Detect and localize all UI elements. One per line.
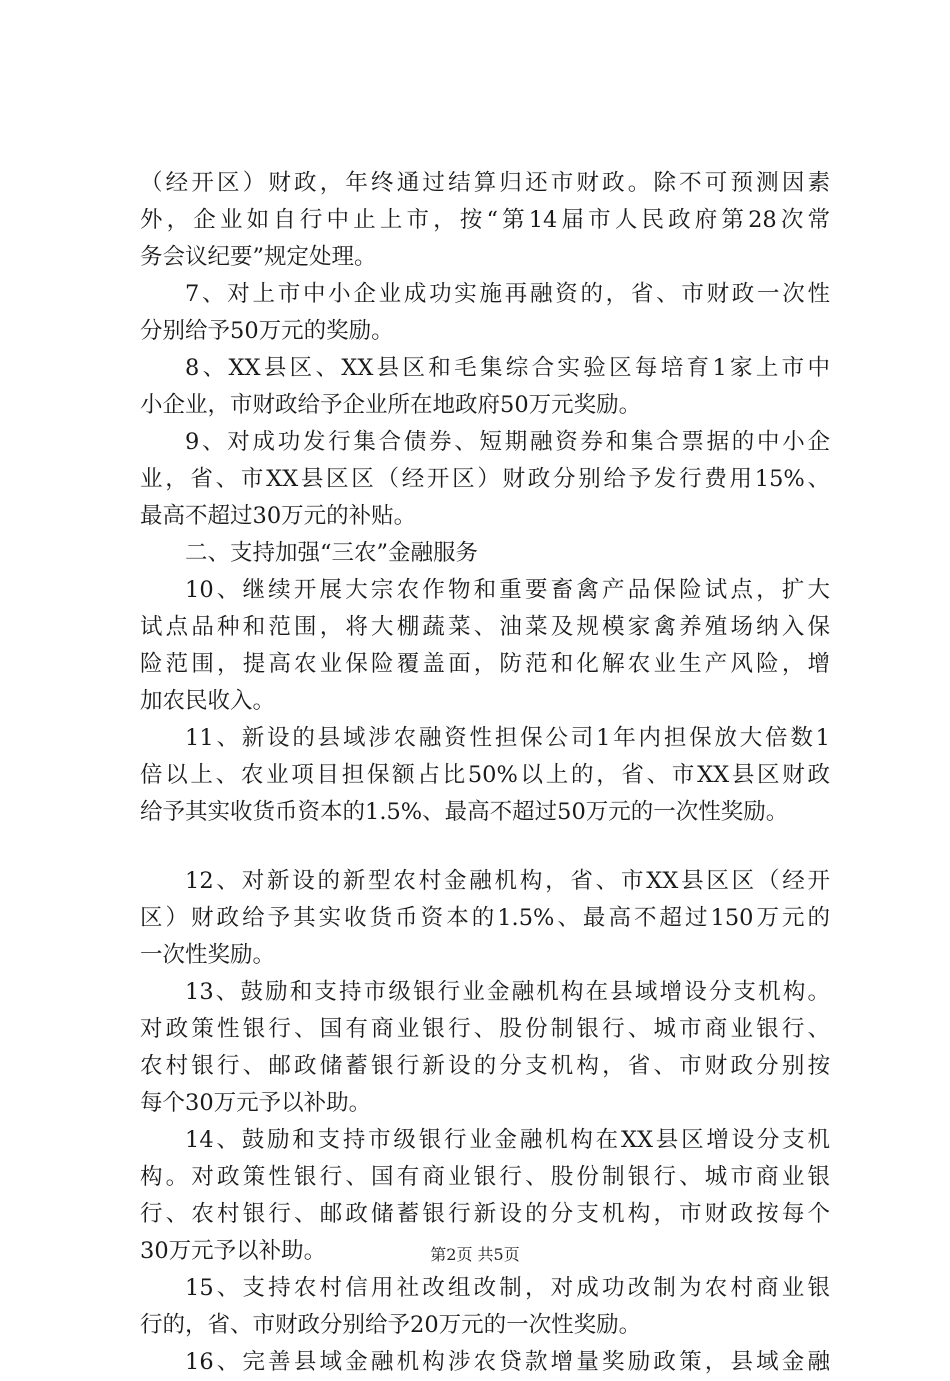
- text-line: 12、对新设的新型农村金融机构，省、市XX县区区（经开: [185, 868, 830, 894]
- text-line: 对政策性银行、国有商业银行、股份制银行、城市商业银行、: [140, 1016, 830, 1042]
- text-line: 10、继续开展大宗农作物和重要畜禽产品保险试点，扩大: [185, 577, 830, 603]
- text-line: 一次性奖励。: [140, 942, 276, 968]
- text-line: 区）财政给予其实收货币资本的1.5%、最高不超过150万元的: [140, 905, 830, 931]
- text-line: 16、完善县域金融机构涉农贷款增量奖励政策，县域金融: [185, 1349, 830, 1375]
- text-line: 务会议纪要”规定处理。: [140, 244, 377, 270]
- text-line: 业，省、市XX县区区（经开区）财政分别给予发行费用15%、: [140, 466, 830, 492]
- text-line: 加农民收入。: [140, 688, 276, 714]
- page-number: 第2页 共5页: [430, 1245, 520, 1264]
- text-line: 外，企业如自行中止上市，按“第14届市人民政府第28次常: [140, 207, 830, 233]
- text-line: 行、农村银行、邮政储蓄银行新设的分支机构，市财政按每个: [140, 1201, 830, 1227]
- text-line: 11、新设的县域涉农融资性担保公司1年内担保放大倍数1: [185, 725, 830, 751]
- document-body: [140, 165, 830, 1381]
- text-line: 最高不超过30万元的补贴。: [140, 503, 417, 529]
- text-line: 15、支持农村信用社改组改制，对成功改制为农村商业银: [185, 1275, 830, 1301]
- text-line: 13、鼓励和支持市级银行业金融机构在县域增设分支机构。: [185, 979, 830, 1005]
- text-line: 每个30万元予以补助。: [140, 1090, 372, 1116]
- paragraph-gap: [140, 831, 830, 863]
- text-line: 农村银行、邮政储蓄银行新设的分支机构，省、市财政分别按: [140, 1053, 830, 1079]
- text-line: 倍以上、农业项目担保额占比50%以上的，省、市XX县区财政: [140, 762, 830, 788]
- text-line: 试点品种和范围，将大棚蔬菜、油菜及规模家禽养殖场纳入保: [140, 614, 830, 640]
- text-line: 险范围，提高农业保险覆盖面，防范和化解农业生产风险，增: [140, 651, 830, 677]
- text-line: 小企业，市财政给予企业所在地政府50万元奖励。: [140, 392, 642, 418]
- text-line: 8、XX县区、XX县区和毛集综合实验区每培育1家上市中: [185, 355, 830, 381]
- section-heading: 二、支持加强“三农”金融服务: [185, 540, 479, 566]
- text-line: 给予其实收货币资本的1.5%、最高不超过50万元的一次性奖励。: [140, 799, 789, 825]
- text-line: 14、鼓励和支持市级银行业金融机构在XX县区增设分支机: [185, 1127, 830, 1153]
- text-line: 构。对政策性银行、国有商业银行、股份制银行、城市商业银: [140, 1164, 830, 1190]
- text-line: （经开区）财政，年终通过结算归还市财政。除不可预测因素: [140, 170, 830, 196]
- text-line: 行的，省、市财政分别给予20万元的一次性奖励。: [140, 1312, 642, 1338]
- text-line: 7、对上市中小企业成功实施再融资的，省、市财政一次性: [185, 281, 830, 307]
- text-line: 30万元予以补助。: [140, 1238, 327, 1264]
- text-line: 9、对成功发行集合债券、短期融资券和集合票据的中小企: [185, 429, 830, 455]
- text-line: 分别给予50万元的奖励。: [140, 318, 394, 344]
